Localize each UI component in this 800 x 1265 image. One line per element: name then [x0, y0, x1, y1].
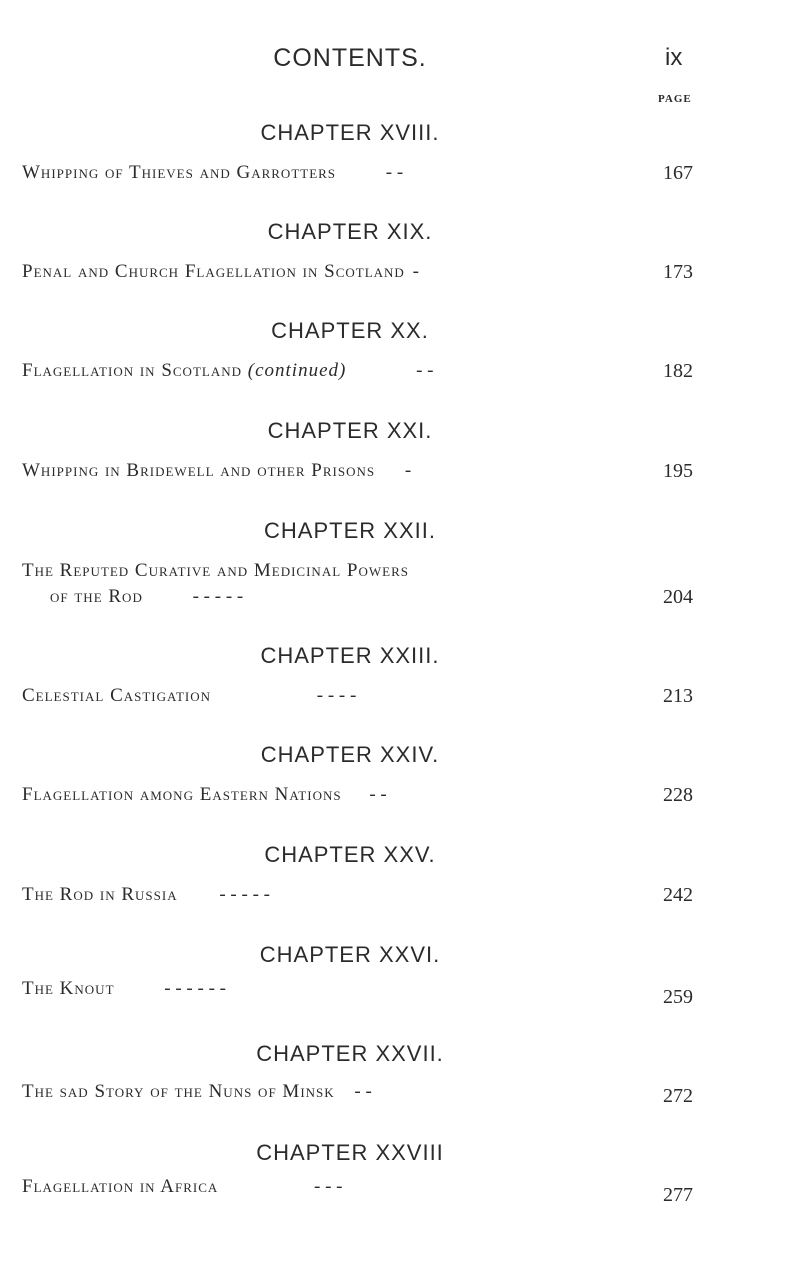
chapter-heading: CHAPTER XX.: [271, 318, 429, 343]
chapter-title: [22, 261, 419, 283]
toc-entry: [0, 418, 800, 518]
chapter-heading: CHAPTER XVIII.: [260, 120, 440, 145]
chapter-heading: CHAPTER XXI.: [267, 418, 433, 443]
running-head-page-number: ix: [665, 44, 683, 71]
dot-leader: - - - - -: [219, 884, 270, 905]
toc-entry: [0, 120, 800, 220]
chapter-title-text: Flagellation in Africa: [22, 1176, 219, 1197]
running-head-title: CONTENTS.: [273, 44, 427, 72]
chapter-heading: CHAPTER XXV.: [264, 842, 436, 867]
toc-entry: [0, 518, 800, 638]
dot-leader: - - - -: [316, 685, 357, 706]
chapter-title: [22, 784, 387, 806]
page-number: 167: [663, 162, 693, 184]
chapter-heading: CHAPTER XXVI.: [259, 942, 441, 967]
page-number: 195: [663, 460, 693, 482]
dot-leader: - - - - - -: [164, 978, 226, 999]
page-column-label: PAGE: [658, 93, 692, 105]
chapter-title-text: Whipping of Thieves and Garrotters: [22, 162, 337, 183]
page-number: 182: [663, 360, 693, 382]
page-number: 259: [663, 986, 693, 1008]
chapter-title-text-line2: of the Rod: [50, 586, 143, 607]
toc-entry: [0, 1140, 800, 1240]
dot-leader: - - -: [314, 1176, 343, 1197]
dot-leader: - -: [369, 784, 387, 805]
chapter-heading: CHAPTER XXIV.: [260, 742, 440, 767]
toc-entry: [0, 219, 800, 319]
chapter-title-continuation: [50, 586, 243, 608]
dot-leader: -: [412, 261, 419, 282]
chapter-title: The Reputed Curative and Medicinal Powers: [22, 560, 409, 581]
chapter-title-text: Celestial Castigation: [22, 685, 212, 706]
dot-leader: - -: [416, 360, 434, 381]
toc-entry: [0, 742, 800, 842]
chapter-title-text: Whipping in Bridewell and other Prisons: [22, 460, 376, 481]
chapter-title: [22, 685, 356, 707]
toc-entry: [0, 842, 800, 942]
page-number: 277: [663, 1184, 693, 1206]
chapter-title: [22, 162, 403, 184]
chapter-title-text: Flagellation in Scotland: [22, 360, 242, 381]
chapter-title-text: The Rod in Russia: [22, 884, 178, 905]
dot-leader: - -: [354, 1081, 372, 1102]
chapter-title-continued: (continued): [247, 360, 347, 381]
page-number: 204: [663, 586, 693, 608]
page-number: 173: [663, 261, 693, 283]
chapter-title: [22, 360, 433, 382]
chapter-title-text: The sad Story of the Nuns of Minsk: [22, 1081, 335, 1102]
chapter-title-text: Flagellation among Eastern Nations: [22, 784, 342, 805]
dot-leader: - -: [385, 162, 404, 183]
dot-leader: -: [404, 460, 412, 481]
chapter-title-text: The Knout: [22, 978, 115, 999]
chapter-heading: CHAPTER XXVIII: [256, 1140, 444, 1165]
toc-entry: [0, 1041, 800, 1141]
chapter-heading: CHAPTER XXII.: [264, 518, 436, 543]
chapter-heading: CHAPTER XXIII.: [260, 643, 440, 668]
toc-entry: [0, 318, 800, 418]
chapter-title: [22, 978, 226, 1000]
page-number: 272: [663, 1085, 693, 1107]
page-number: 228: [663, 784, 693, 806]
chapter-heading: CHAPTER XIX.: [267, 219, 433, 244]
chapter-title-text: Penal and Church Flagellation in Scotland: [22, 261, 405, 282]
page-number: 242: [663, 884, 693, 906]
toc-entry: [0, 942, 800, 1042]
chapter-title: [22, 884, 270, 906]
chapter-title: [22, 460, 411, 482]
dot-leader: - - - - -: [192, 586, 244, 607]
chapter-title: [22, 1176, 343, 1198]
page-number: 213: [663, 685, 693, 707]
chapter-heading: CHAPTER XXVII.: [256, 1041, 444, 1066]
toc-entry: [0, 643, 800, 743]
chapter-title: [22, 1081, 372, 1103]
